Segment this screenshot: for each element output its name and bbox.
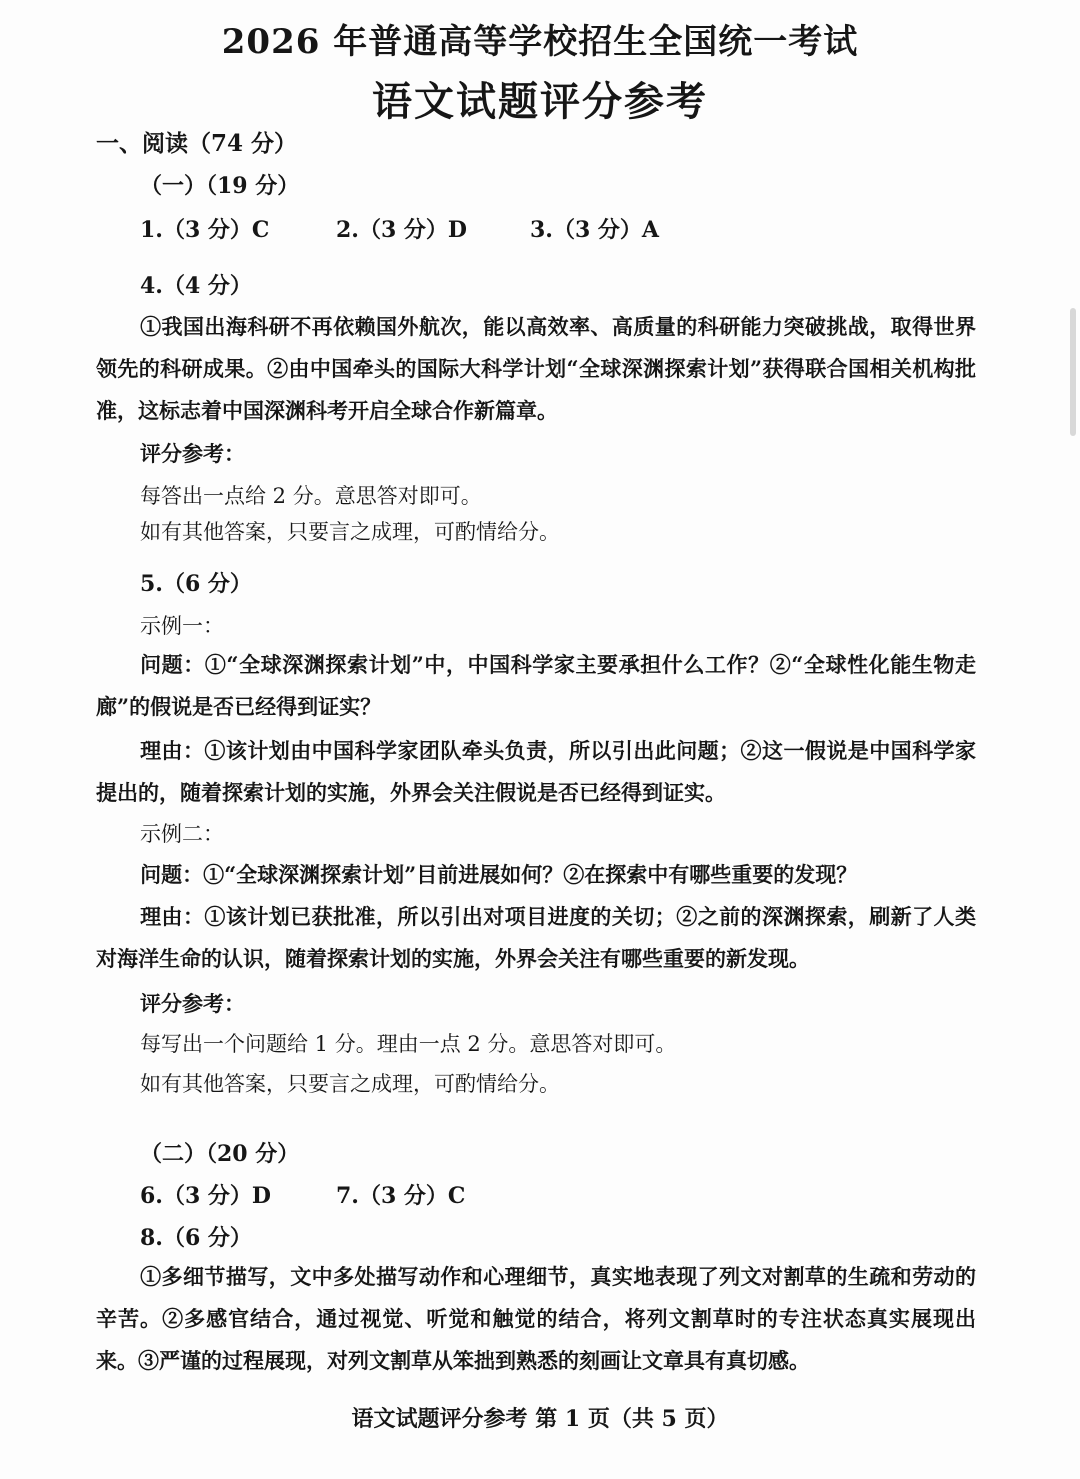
scoring-rule-q4-2: 如有其他答案，只要言之成理，可酌情给分。: [140, 520, 560, 544]
part-heading-2: （二）（20 分）: [140, 1141, 300, 1167]
section-heading-reading: 一、阅读（74 分）: [96, 130, 298, 157]
example1-reason: 理由：①该计划由中国科学家团队牵头负责，所以引出此问题；②这一假说是中国科学家提出的，随着探索计划的实施，外界会关注假说是否已经得到证实。: [96, 738, 976, 805]
question-label-q5: 5.（6 分）: [140, 571, 252, 597]
scoring-rule-q5-2: 如有其他答案，只要言之成理，可酌情给分。: [140, 1072, 560, 1096]
part-heading-1: （一）（19 分）: [140, 173, 300, 199]
question-label-q8: 8.（6 分）: [140, 1225, 252, 1251]
scrollbar-thumb[interactable]: [1070, 308, 1076, 436]
example2-question: 问题：①“全球深渊探索计划”目前进展如何？②在探索中有哪些重要的发现？: [140, 862, 858, 887]
document-subtitle: 语文试题评分参考: [372, 78, 708, 125]
exam-title: 2026 年普通高等学校招生全国统一考试: [221, 22, 859, 62]
answer-q1: 1.（3 分）C: [140, 217, 270, 243]
scoring-rule-q4-1: 每答出一点给 2 分。意思答对即可。: [140, 484, 482, 508]
page-footer: 语文试题评分参考 第 1 页（共 5 页）: [351, 1406, 729, 1432]
question-label-q4: 4.（4 分）: [140, 273, 252, 299]
answer-q2: 2.（3 分）D: [336, 217, 468, 243]
answer-paragraph-q4: ①我国出海科研不再依赖国外航次，能以高效率、高质量的科研能力突破挑战，取得世界领先的科研成果。②由中国牵头的国际大科学计划“全球深渊探索计划”获得联合国相关机构批准，这标志着中国深渊科考开启全球合作新篇章。: [96, 314, 976, 423]
answer-q6: 6.（3 分）D: [140, 1183, 272, 1209]
example2-reason: 理由：①该计划已获批准，所以引出对项目进度的关切；②之前的深渊探索，刷新了人类对海洋生命的认识，随着探索计划的实施，外界会关注有哪些重要的新发现。: [96, 904, 976, 971]
example-label-2: 示例二：: [140, 822, 224, 846]
answer-q7: 7.（3 分）C: [336, 1183, 466, 1209]
answer-paragraph-q8: ①多细节描写，文中多处描写动作和心理细节，真实地表现了列文对割草的生疏和劳动的辛苦。②多感官结合，通过视觉、听觉和触觉的结合，将列文割草时的专注状态真实展现出来。③严谨的过程展现，对列文割草从笨拙到熟悉的刻画让文章具有真切感。: [96, 1264, 976, 1373]
scoring-label-q4: 评分参考：: [140, 441, 245, 466]
answer-q3: 3.（3 分）A: [530, 217, 660, 243]
scoring-label-q5: 评分参考：: [140, 991, 245, 1016]
example1-question: 问题：①“全球深渊探索计划”中，中国科学家主要承担什么工作？②“全球性化能生物走廊”的假说是否已经得到证实？: [96, 652, 976, 719]
example-label-1: 示例一：: [140, 614, 224, 638]
scoring-rule-q5-1: 每写出一个问题给 1 分。理由一点 2 分。意思答对即可。: [140, 1032, 677, 1056]
